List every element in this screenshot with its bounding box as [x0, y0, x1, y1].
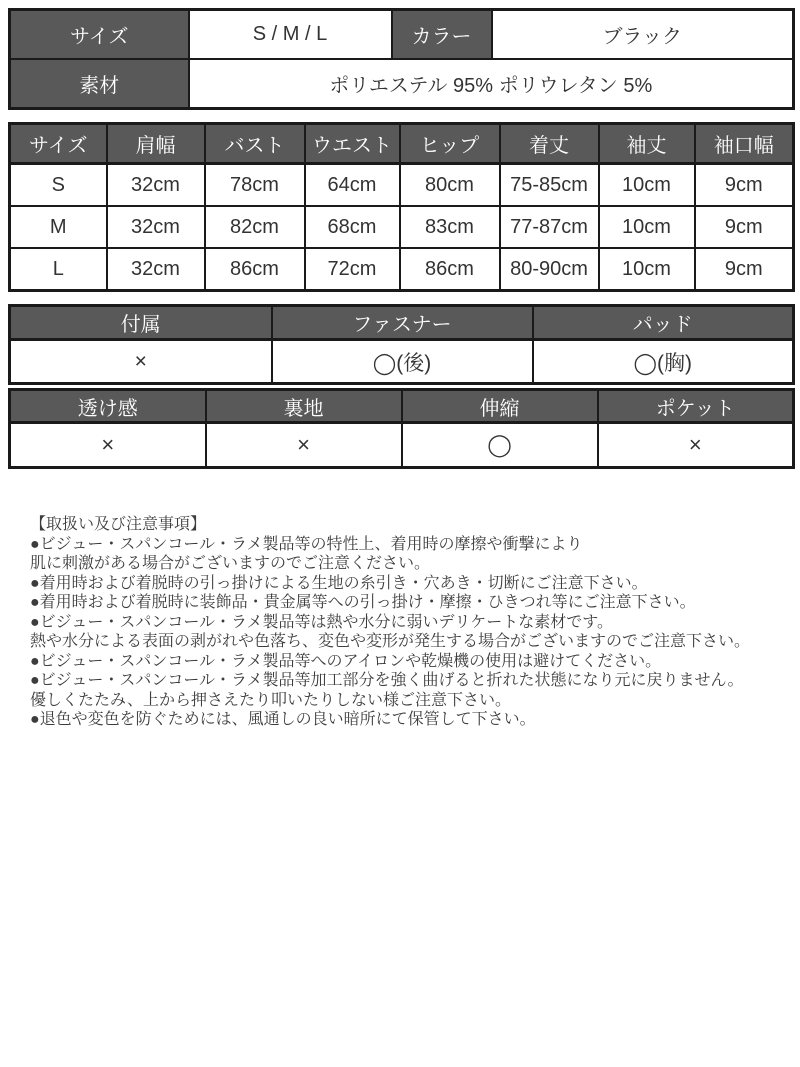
- features-1-header-row: [10, 306, 794, 340]
- features-2-header-row: [10, 390, 794, 423]
- measurement-cell: 32cm: [107, 248, 205, 291]
- column-header: ヒップ: [400, 124, 500, 164]
- material-value-cell: ポリエステル 95% ポリウレタン 5%: [189, 59, 794, 109]
- size-label-cell: サイズ: [10, 10, 189, 60]
- care-notes-title: 【取扱い及び注意事項】: [30, 516, 207, 533]
- measurement-cell: 10cm: [599, 206, 695, 248]
- column-header: 伸縮: [402, 390, 598, 423]
- measurement-cell: 64cm: [305, 164, 400, 207]
- measurement-cell: 86cm: [400, 248, 500, 291]
- care-note-line: ●着用時および着脱時の引っ掛けによる生地の糸引き・穴あき・切断にご注意下さい。: [30, 574, 648, 592]
- measurements-header-row: [10, 124, 794, 164]
- column-header: 付属: [10, 306, 272, 340]
- care-note-line: ●退色や変色を防ぐためには、風通しの良い暗所にて保管して下さい。: [30, 711, 536, 728]
- product-info-row-size-color: [10, 10, 794, 60]
- care-note-line: 肌に刺激がある場合がございますのでご注意ください。: [30, 555, 431, 572]
- measurements-table: [8, 122, 795, 292]
- feature-value-cell: ×: [206, 423, 402, 468]
- care-note-line: 優しくたたみ、上から押さえたり叩いたりしない様ご注意下さい。: [30, 691, 511, 709]
- features-1-value-row: [10, 340, 794, 384]
- feature-value-cell: ×: [10, 340, 272, 384]
- features-table-1: [8, 304, 795, 385]
- measurement-cell: S: [10, 164, 107, 207]
- product-info-table: [8, 8, 795, 110]
- measurements-row-s: [10, 164, 794, 207]
- column-header: 袖丈: [599, 124, 695, 164]
- product-info-row-material: [10, 59, 794, 109]
- measurement-cell: 75-85cm: [500, 164, 599, 207]
- column-header: 透け感: [10, 390, 206, 423]
- feature-value-cell: ×: [598, 423, 794, 468]
- measurement-cell: 32cm: [107, 164, 205, 207]
- measurement-cell: 80-90cm: [500, 248, 599, 291]
- column-header: 裏地: [206, 390, 402, 423]
- measurement-cell: 9cm: [695, 164, 794, 207]
- measurement-cell: 83cm: [400, 206, 500, 248]
- column-header: 着丈: [500, 124, 599, 164]
- column-header: パッド: [533, 306, 794, 340]
- features-table-2: [8, 388, 795, 469]
- care-note-line: ●ビジュー・スパンコール・ラメ製品等へのアイロンや乾燥機の使用は避けてください。: [30, 652, 662, 670]
- measurement-cell: 78cm: [205, 164, 305, 207]
- measurement-cell: 10cm: [599, 164, 695, 207]
- column-header: ファスナー: [272, 306, 533, 340]
- color-value-cell: ブラック: [492, 10, 794, 60]
- care-note-line: ●ビジュー・スパンコール・ラメ製品等加工部分を強く曲げると折れた状態になり元に戻りません。: [30, 672, 744, 689]
- measurements-row-m: [10, 206, 794, 248]
- feature-value-cell: ◯: [402, 423, 598, 468]
- column-header: ウエスト: [305, 124, 400, 164]
- measurement-cell: 82cm: [205, 206, 305, 248]
- measurements-row-l: [10, 248, 794, 291]
- features-2-value-row: [10, 423, 794, 468]
- measurement-cell: 10cm: [599, 248, 695, 291]
- color-label-cell: カラー: [392, 10, 492, 60]
- care-notes: [30, 515, 792, 730]
- measurement-cell: 32cm: [107, 206, 205, 248]
- feature-value-cell: ×: [10, 423, 206, 468]
- care-note-line: 熱や水分による表面の剥がれや色落ち、変色や変形が発生する場合がございますのでご注意下さい。: [30, 633, 751, 650]
- care-note-line: ●着用時および着脱時に装飾品・貴金属等への引っ掛け・摩擦・ひきつれ等にご注意下さい。: [30, 594, 696, 611]
- measurement-cell: 9cm: [695, 248, 794, 291]
- measurement-cell: 68cm: [305, 206, 400, 248]
- measurement-cell: 9cm: [695, 206, 794, 248]
- column-header: サイズ: [10, 124, 107, 164]
- column-header: ポケット: [598, 390, 794, 423]
- size-value-cell: S / M / L: [189, 10, 392, 60]
- measurement-cell: 72cm: [305, 248, 400, 291]
- care-note-line: ●ビジュー・スパンコール・ラメ製品等は熱や水分に弱いデリケートな素材です。: [30, 613, 613, 631]
- measurement-cell: 80cm: [400, 164, 500, 207]
- material-label-cell: 素材: [10, 59, 189, 109]
- column-header: 肩幅: [107, 124, 205, 164]
- feature-value-cell: ◯(胸): [533, 340, 794, 384]
- measurement-cell: M: [10, 206, 107, 248]
- feature-value-cell: ◯(後): [272, 340, 533, 384]
- care-note-line: ●ビジュー・スパンコール・ラメ製品等の特性上、着用時の摩擦や衝撃により: [30, 535, 583, 553]
- column-header: バスト: [205, 124, 305, 164]
- measurement-cell: L: [10, 248, 107, 291]
- measurement-cell: 77-87cm: [500, 206, 599, 248]
- column-header: 袖口幅: [695, 124, 794, 164]
- measurement-cell: 86cm: [205, 248, 305, 291]
